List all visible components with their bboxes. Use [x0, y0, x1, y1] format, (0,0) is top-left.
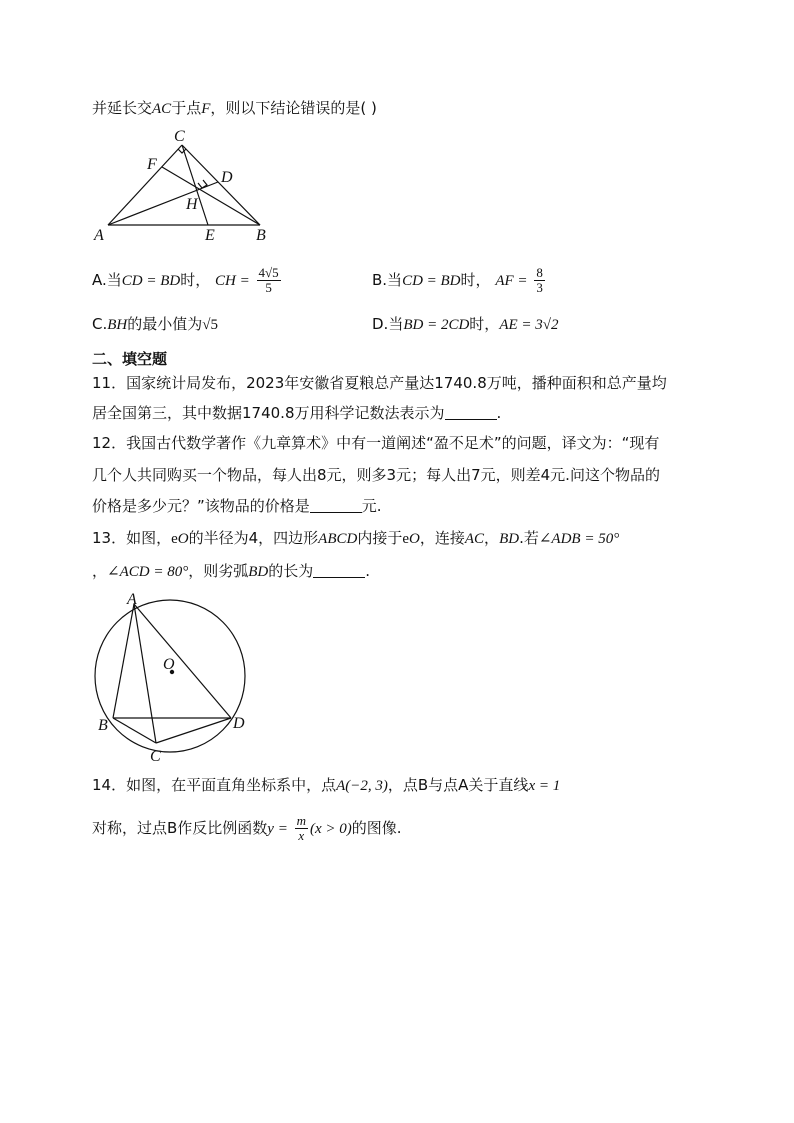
circle-figure [88, 590, 258, 772]
q13-text-b: 的半径为4，四边形 [188, 529, 319, 547]
option-d [372, 313, 559, 336]
intro-f: F [201, 101, 211, 117]
intro-ac: AC [152, 101, 172, 117]
q14-point-a: A(−2, 3) [336, 778, 388, 794]
q12-line2: 几个人共同购买一个物品，每人出8元，则多3元；每人出7元，则差4元.问这个物品的 [92, 466, 660, 484]
option-d-prefix: D.当 [372, 315, 404, 333]
label-c: C [174, 128, 185, 145]
q11-line2 [92, 402, 501, 424]
q13-text-a: 13．如图， [92, 529, 172, 547]
option-a-lhs: CH = [215, 273, 250, 289]
q13-ac: AC [464, 531, 485, 547]
q13-answer-blank[interactable] [313, 563, 365, 578]
option-b [372, 262, 547, 298]
q13-text-f: .若 [519, 529, 539, 547]
option-d-mid: 时， [469, 315, 500, 333]
segment-ad [134, 604, 231, 718]
q13-text-i: 的长为 [268, 562, 314, 580]
segment-ac [134, 604, 156, 743]
option-c-text: 的最小值为 [127, 315, 203, 333]
option-c [92, 313, 218, 336]
label-b: B [256, 227, 266, 244]
intro-text-3: ，则以下结论错误的是( ) [210, 99, 377, 117]
q12-line3-text: 价格是多少元？”该物品的价格是 [92, 497, 310, 515]
q13-o2: O [409, 531, 420, 547]
intro-text-2: 于点 [171, 99, 202, 117]
label-d: D [233, 715, 245, 732]
q13-bd-arc: BD [248, 564, 269, 580]
q13-angle-adb: ∠ADB = 50° [538, 531, 620, 547]
q13-text-h: ，则劣弧 [188, 562, 249, 580]
q14-line1 [92, 774, 560, 797]
q14-text-b: ，点B与点A关于直线 [387, 776, 529, 794]
section-title: 二、填空题 [92, 350, 168, 368]
q13-o1: O [177, 531, 189, 547]
triangle-figure [90, 125, 280, 245]
option-a-prefix: A.当 [92, 271, 122, 289]
q11-line2-text: 居全国第三，其中数据1740.8万用科学记数法表示为 [92, 404, 445, 422]
q11-line1: 11．国家统计局发布，2023年安徽省夏粮总产量达1740.8万吨，播种面积和总产量均 [92, 374, 667, 392]
option-d-expr: AE = 3√2 [499, 317, 559, 333]
q14-func-fraction [295, 814, 308, 843]
q14-line-eq: x = 1 [528, 778, 561, 794]
option-b-den: 3 [536, 280, 543, 295]
side-ac [108, 145, 182, 225]
q14-func-domain: (x > 0) [310, 821, 352, 837]
segment-ab [113, 604, 134, 718]
option-b-num: 8 [536, 265, 543, 280]
q13-line2 [92, 560, 370, 583]
label-e: E [205, 227, 215, 244]
q13-abcd: ABCD [318, 531, 358, 547]
option-a [92, 262, 283, 298]
q13-text-e: ， [484, 529, 500, 547]
label-f: F [147, 156, 157, 173]
q13-text-d: ，连接 [419, 529, 465, 547]
segment-bc [113, 718, 156, 743]
option-c-val: √5 [202, 317, 218, 333]
q13-circle-symbol-1: e [171, 531, 178, 547]
q12-answer-blank[interactable] [310, 498, 362, 513]
q13-period: . [365, 562, 371, 580]
label-a: A [94, 227, 104, 244]
q13-text-c: 内接于 [357, 529, 403, 547]
q13-line1 [92, 527, 619, 550]
q13-bd: BD [499, 531, 520, 547]
option-a-num: 4√5 [258, 265, 279, 280]
q14-func-num: m [296, 813, 306, 828]
option-a-mid: 时， [180, 271, 211, 289]
label-h: H [186, 196, 198, 213]
q13-text-g: ， [92, 562, 108, 580]
q14-func-den: x [298, 828, 305, 843]
segment-bf [162, 167, 260, 225]
label-b: B [98, 717, 108, 734]
label-c: C [150, 748, 161, 765]
option-b-cond: CD = BD [402, 273, 461, 289]
q14-text-a: 14．如图，在平面直角坐标系中，点 [92, 776, 337, 794]
q12-line3 [92, 495, 382, 517]
q12-line1: 12．我国古代数学著作《九章算术》中有一道阐述“盈不足术”的问题，译文为：“现有 [92, 434, 660, 452]
circle-o [95, 600, 245, 752]
label-o: O [163, 656, 175, 673]
q13-angle-acd: ∠ACD = 80° [107, 564, 189, 580]
q11-answer-blank[interactable] [445, 405, 497, 420]
option-a-cond: CD = BD [121, 273, 181, 289]
option-d-cond: BD = 2CD [403, 317, 470, 333]
q14-text-d: 的图像. [351, 819, 402, 837]
segment-cd [156, 718, 231, 743]
option-c-var: BH [107, 317, 128, 333]
q14-line2 [92, 810, 402, 846]
q14-func-lhs: y = [267, 821, 288, 837]
intro-text-1: 并延长交 [92, 99, 153, 117]
option-c-prefix: C. [92, 315, 108, 333]
q14-text-c: 对称，过点B作反比例函数 [92, 819, 268, 837]
q11-period: . [496, 404, 502, 422]
option-a-fraction [257, 266, 281, 295]
option-b-fraction [534, 266, 545, 295]
segment-ce [182, 145, 208, 225]
option-b-prefix: B.当 [372, 271, 403, 289]
intro-line [92, 97, 377, 120]
option-b-lhs: AF = [495, 273, 528, 289]
label-a: A [127, 591, 137, 608]
option-a-den: 5 [265, 280, 272, 295]
q13-circle-symbol-2: e [402, 531, 410, 547]
label-d: D [221, 169, 233, 186]
q12-unit: 元. [361, 497, 382, 515]
option-b-mid: 时， [460, 271, 491, 289]
